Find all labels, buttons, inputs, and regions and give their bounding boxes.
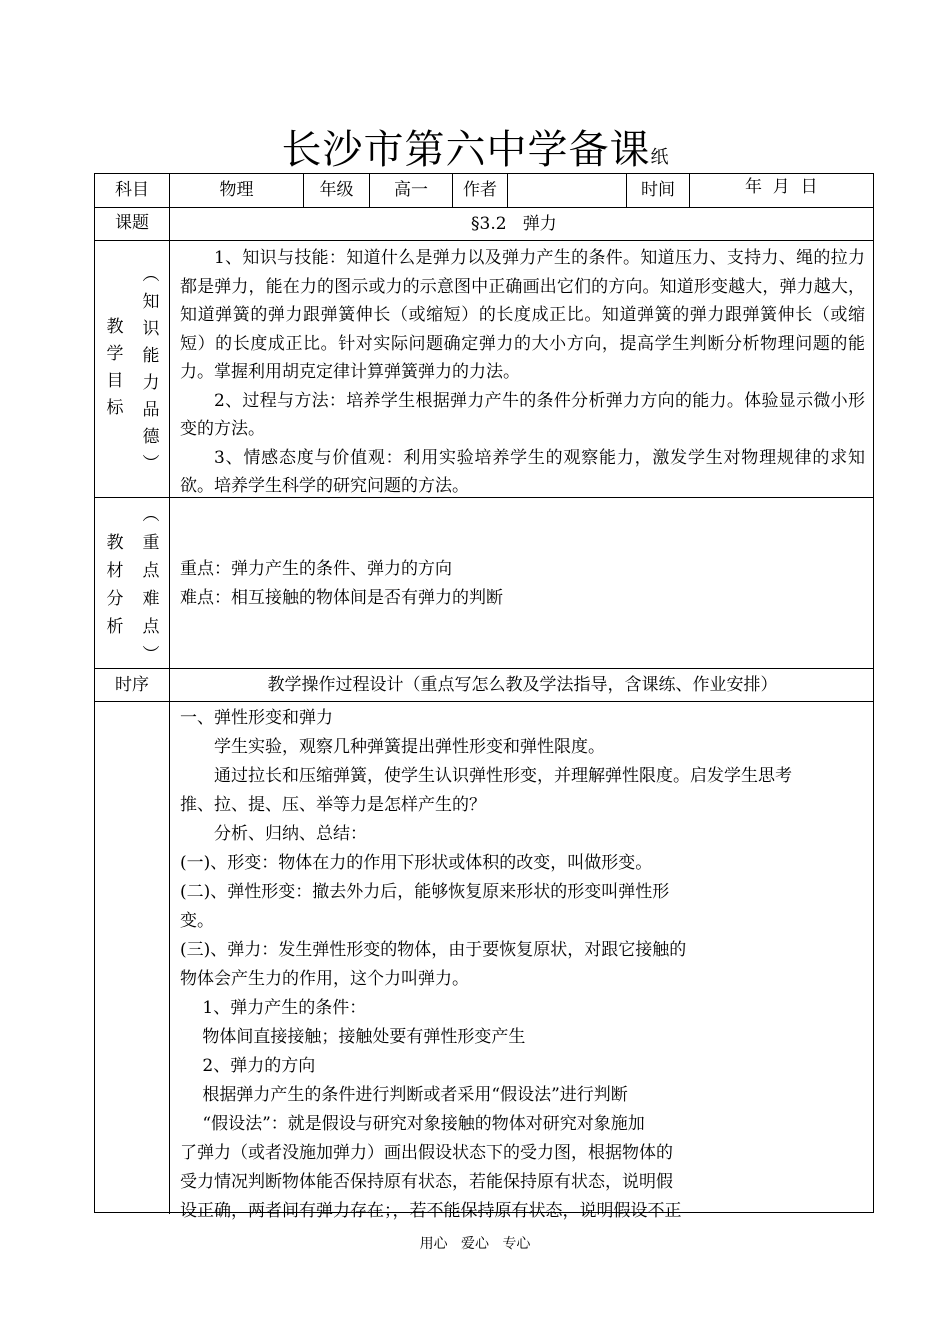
analysis-content [180,555,865,612]
lesson-line: 一、弹性形变和弹力 [180,708,333,728]
analysis-label-char: 析 [106,617,124,637]
lesson-line: 物体会产生力的作用，这个力叫弹力。 [180,969,469,989]
topic-label: 课题 [115,213,149,233]
analysis-note-char: 点 [142,561,160,581]
row-divider [95,668,873,669]
objectives-label-char: 教 [106,317,124,337]
lesson-line: 受力情况判断物体能否保持原有状态，若能保持原有状态，说明假 [180,1172,673,1192]
title-main: 长沙市第六中学备课 [281,127,651,173]
author-label: 作者 [463,180,497,200]
objective-paragraph: 1、知识与技能：知道什么是弹力以及弹力产生的条件。知道压力、支持力、绳的拉力都是弹力，能在力的图示或力的示意图中正确画出它们的方向。知道形变越大，弹力越大，知道弹簧的弹力跟弹簧伸长（或缩短）的长度成正比。知道弹簧的弹力跟弹簧伸长（或缩短）的长度成正比。针对实际问题确定弹力的大小方向，提高学生判断分析物理问题的能力。掌握利用胡克定律计算弹簧弹力的力法。 [180,248,865,382]
subject-value: 物理 [219,180,254,200]
objective-paragraph: 2、过程与方法：培养学生根据弹力产牛的条件分析弹力方向的能力。体验显示微小形变的方法。 [180,390,865,439]
objectives-note-char: 力 [142,373,160,393]
sequence-label: 时序 [115,675,149,695]
lesson-line: 推、拉、提、压、举等力是怎样产生的？ [180,795,486,815]
lesson-line: 1、弹力产生的条件： [180,998,367,1018]
page-title [0,118,950,175]
analysis-note-char: 难 [142,589,160,609]
objectives-note-char: 知 [142,292,160,312]
objectives-label-char: 学 [106,344,124,364]
row-divider [95,207,873,208]
objectives-content [180,244,865,501]
lesson-line: (三)、弹力：发生弹性形变的物体，由于要恢复原状，对跟它接触的 [180,940,687,960]
key-point: 重点：弹力产生的条件、弹力的方向 [180,559,452,579]
analysis-note-char: 点 [142,617,160,637]
objectives-note-char: ︵ [142,265,160,285]
objectives-note-char: 能 [142,346,160,366]
objectives-note-char: 品 [142,400,160,420]
time-value: 年 月 日 [745,177,818,197]
analysis-note-char: 重 [142,533,160,553]
page-footer: 用心 爱心 专心 [419,1236,531,1252]
row-divider [95,701,873,702]
lesson-line: 通过拉长和压缩弹簧，使学生认识弹性形变，并理解弹性限度。启发学生思考 [180,766,792,786]
row-divider [95,240,873,241]
grade-label: 年级 [319,180,354,200]
analysis-note-char: ︶ [142,645,160,665]
lesson-line: 2、弹力的方向 [180,1056,316,1076]
lesson-line: 根据弹力产生的条件进行判断或者采用“假设法”进行判断 [180,1085,628,1105]
objectives-label-char: 目 [106,371,124,391]
lesson-line: 了弹力（或者没施加弹力）画出假设状态下的受力图，根据物体的 [180,1143,673,1163]
process-design-label: 教学操作过程设计（重点写怎么教及学法指导，含课练、作业安排） [267,675,778,695]
grade-value: 高一 [394,180,428,200]
difficult-point: 难点：相互接触的物体间是否有弹力的判断 [180,587,503,608]
column-divider [689,174,690,207]
objectives-note-char: 德 [142,427,160,447]
analysis-note-char: ︵ [142,505,160,525]
lesson-line: 分析、归纳、总结： [180,824,367,844]
subject-label: 科目 [115,180,149,200]
objectives-note-char: ︶ [142,454,160,474]
objective-paragraph: 3、情感态度与价值观：利用实验培养学生的观察能力，激发学生对物理规律的求知欲。培养学生科学的研究问题的方法。 [180,447,865,496]
lesson-line: 设正确，两者间有弹力存在；，若不能保持原有状态，说明假设不正 [180,1201,682,1221]
time-label: 时间 [641,180,675,200]
lesson-line: (二)、弹性形变：撤去外力后，能够恢复原来形状的形变叫弹性形 [180,882,670,902]
objectives-label-char: 标 [106,398,124,418]
lesson-content [180,704,870,1226]
analysis-label-char: 分 [106,589,124,609]
title-suffix: 纸 [650,147,669,168]
analysis-label-char: 材 [106,561,124,581]
lesson-line: 变。 [180,911,214,931]
lesson-line: (一)、形变：物体在力的作用下形状或体积的改变，叫做形变。 [180,853,653,873]
lesson-plan-table [94,173,874,1221]
lesson-line: 学生实验，观察几种弹簧提出弹性形变和弹性限度。 [180,737,605,757]
objectives-note-char: 识 [142,319,160,339]
lesson-line: 物体间直接接触；接触处要有弹性形变产生 [180,1027,526,1047]
topic-value: §3.2 弹力 [471,214,557,234]
column-divider [507,174,508,207]
analysis-label-char: 教 [106,533,124,553]
lesson-line: “假设法”：就是假设与研究对象接触的物体对研究对象施加 [180,1114,645,1134]
